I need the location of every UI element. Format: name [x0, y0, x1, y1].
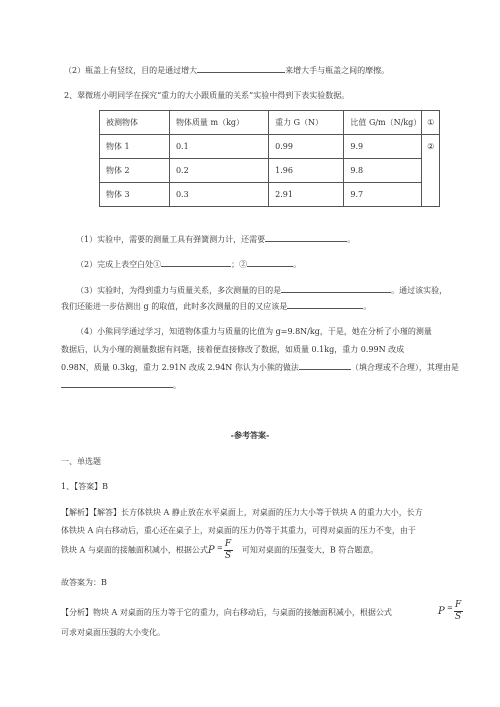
table-header-cell: 比值 G/m（N/kg）: [344, 111, 422, 135]
q2-sub3-line2-prefix: 我们还能进一步估测出 g 的取值，此时多次测量的目的又应该是: [61, 302, 288, 311]
q2-sub2-middle: ；②: [231, 260, 248, 269]
formula-eq: =: [216, 544, 223, 552]
q2-sub2-line: [76, 258, 301, 270]
q2-sub4-line2: 数据后，认为小瑾的测量数据有问题，接着便直接修改了数据，如质量 0.1kg，重力 0.99N 改成: [61, 345, 405, 354]
pressure-formula: [208, 539, 242, 561]
formula-eq: =: [447, 604, 453, 612]
table-row: [100, 159, 440, 183]
q2-sub2-suffix: 。: [293, 260, 302, 269]
q2-sub3-blank-1[interactable]: [281, 284, 391, 293]
formula-denominator: S: [455, 612, 462, 622]
table-cell: 0.2: [169, 159, 268, 183]
q2-stem: 2、翠微班小明同学在探究“重力的大小跟质量的关系”实验中得到下表实验数据。: [64, 91, 350, 100]
q2-sub3-line2: [61, 300, 371, 312]
q2-sub3-line2-suffix: 。: [363, 302, 372, 311]
analysis-line2: 体铁块 A 向右移动后，重心还在桌子上，对桌面的压力仍等于其重力，可得对桌面的压力不变，由于: [61, 526, 416, 535]
q2-sub1-prefix: （1）实验中，需要的测量工具有弹簧测力计，还需要: [76, 235, 266, 244]
q2-sub3-line1-suffix: 。通过该实验，: [391, 286, 448, 295]
q2-sub2-prefix: （2）完成上表空白处①: [76, 260, 162, 269]
table-cell: 0.99: [269, 135, 344, 159]
q2-sub1-blank[interactable]: [265, 233, 347, 242]
q2-sub2-blank-1[interactable]: [161, 258, 231, 267]
fenxi-formula-wrap: [438, 600, 472, 622]
fenxi-line2: 可求对桌面压强的大小变化。: [61, 628, 165, 637]
q2-sub4-line3-suffix: （填合理或不合理），其理由是: [350, 363, 459, 372]
table-row: [100, 135, 440, 159]
answer-conclusion: 故答案为：B: [61, 578, 107, 587]
table-header-row: [100, 111, 440, 135]
table-header-cell: 重力 G（N）: [269, 111, 344, 135]
fenxi-line1: 【分析】物块 A 对桌面的压力等于它的重力，向右移动后，与桌面的接触面积减小，根据公式: [61, 608, 392, 617]
table-header-cell: 物体质量 m（kg）: [169, 111, 268, 135]
formula-lhs: P: [207, 545, 215, 556]
q1-sub2-line: [64, 64, 389, 76]
table-side-cell: [422, 135, 440, 207]
q2-sub3-line1-prefix: （3）实验时，为得到重力与质量关系，多次测量的目的是: [76, 286, 282, 295]
q2-sub4-line3: [61, 361, 459, 373]
table-cell: 1.96: [269, 159, 344, 183]
table-header-cell: 被测物体: [100, 111, 170, 135]
data-table: [99, 110, 440, 207]
q1-sub2-blank[interactable]: [197, 64, 285, 73]
table-cell: 9.9: [344, 135, 422, 159]
table-cell: 2.91: [269, 183, 344, 207]
q2-sub3-line1: [76, 284, 447, 296]
table-cell: 物体 2: [100, 159, 170, 183]
q2-sub1-line: [76, 233, 355, 245]
table-blank-2-mark: ②: [427, 142, 435, 151]
analysis-line3: [61, 539, 378, 561]
q2-sub4-blank-2[interactable]: [61, 379, 173, 388]
table-row: [100, 183, 440, 207]
q2-sub4-line1: （4）小熊同学通过学习，知道物体重力与质量的比值为 g=9.8N/kg，于是，她在分析了小瑾的测量: [76, 327, 432, 336]
q2-sub4-blank-1[interactable]: [299, 361, 351, 370]
pressure-formula: [438, 600, 472, 622]
q2-sub1-suffix: 。: [347, 235, 356, 244]
q2-sub4-line4: [61, 379, 181, 391]
table-header-blank-1: ①: [422, 111, 440, 135]
analysis-line1: 【解析】【解答】长方体铁块 A 静止放在水平桌面上，对桌面的压力大小等于铁块 A 的重力大小，长方: [61, 508, 423, 517]
answers-section-heading: 一、单选题: [61, 457, 101, 466]
q2-sub4-line4-suffix: 。: [173, 381, 181, 390]
q1-sub2-suffix: 来增大手与瓶盖之间的摩擦。: [285, 66, 390, 75]
formula-numerator: F: [455, 600, 462, 610]
analysis-line3-suffix: 可知对桌面的压强变大，B 符合题意。: [241, 545, 379, 555]
table-cell: 物体 3: [100, 183, 170, 207]
table-cell: 物体 1: [100, 135, 170, 159]
table-cell: 9.8: [344, 159, 422, 183]
q2-sub3-blank-2[interactable]: [287, 300, 363, 309]
formula-lhs: P: [438, 606, 445, 617]
formula-denominator: S: [224, 551, 232, 561]
table-cell: 9.7: [344, 183, 422, 207]
analysis-line3-prefix: 铁块 A 与桌面的接触面积减小，根据公式: [61, 545, 208, 555]
table-cell: 0.1: [169, 135, 268, 159]
answers-title: -参考答案-: [230, 430, 270, 440]
q2-sub2-blank-2[interactable]: [247, 258, 293, 267]
q2-sub4-line3-prefix: 0.98N，质量 0.3kg，重力 2.91N 改成 2.94N 你认为小熊的做法: [61, 363, 299, 372]
q1-sub2-prefix: （2）瓶盖上有竖纹，目的是通过增大: [64, 66, 198, 75]
answer-q1-label: 1、【答案】B: [61, 482, 108, 491]
formula-numerator: F: [224, 539, 232, 549]
table-cell: 0.3: [169, 183, 268, 207]
